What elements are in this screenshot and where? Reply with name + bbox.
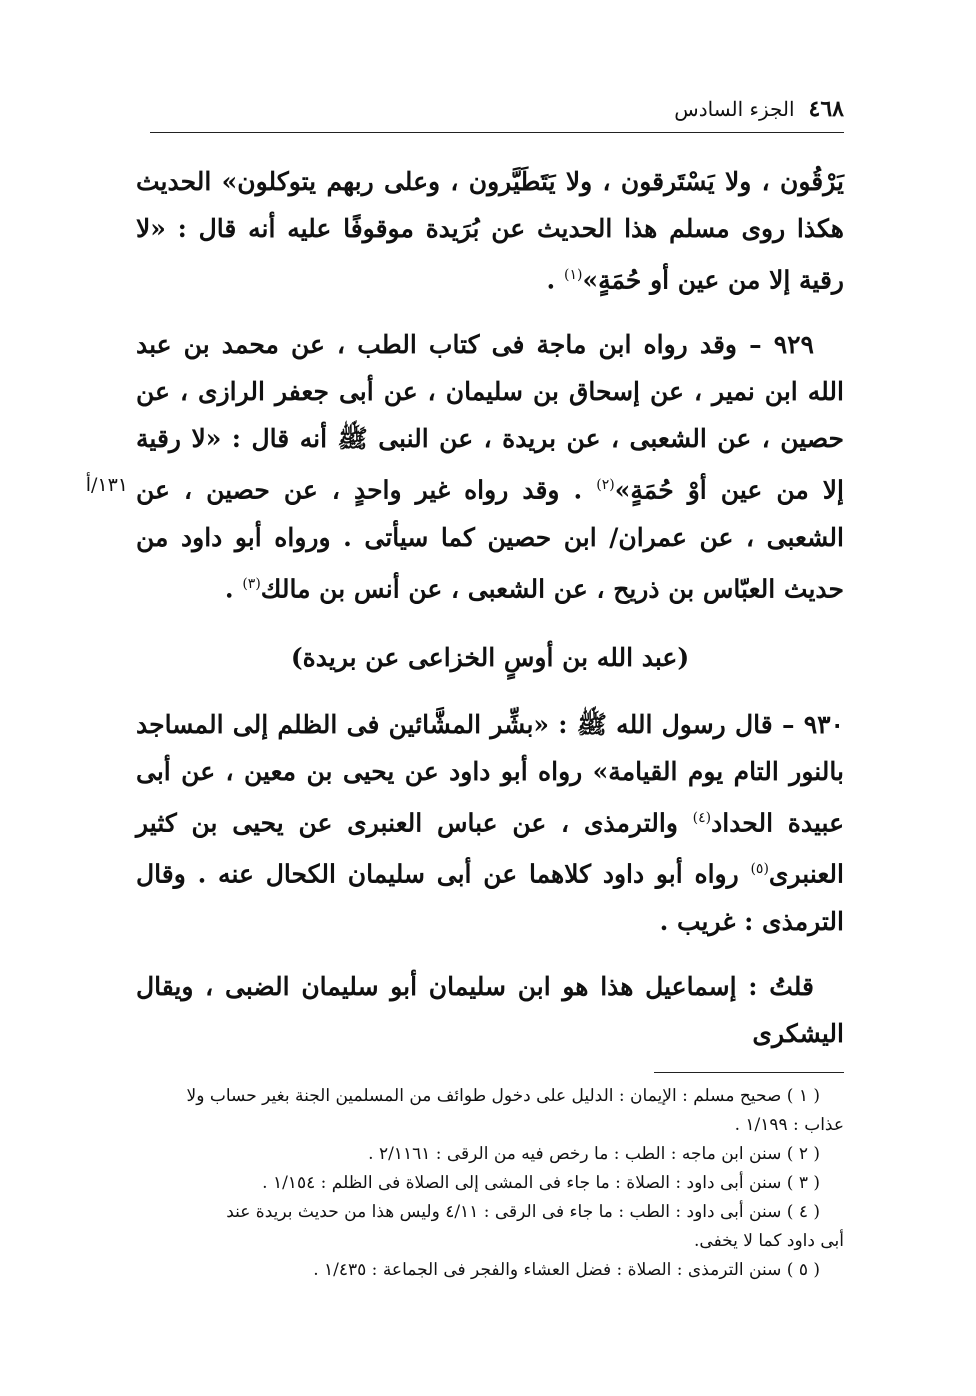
footnote-1-continuation: عذاب : ١/١٩٩ . [734,1115,844,1135]
footnote-separator [654,1072,844,1073]
footnote-ref-3[interactable]: (٣) [242,575,261,592]
footnote-5 [136,1256,844,1285]
footnote-4-text: سنن أبى داود : الطب : ما جاء فى الرقى : ٤/١١ وليس هذا من حديث بريدة عند [226,1202,787,1222]
footnote-4-continuation: أبى داود كما لا يخفى. [694,1231,844,1251]
footnote-2-text: سنن ابن ماجه : الطب : ما رخص فيه من الرقى : ٢/١١٦١ . [368,1144,787,1164]
paragraph-930-text-b: والترمذى ، عن عباس العنبرى عن يحيى بن كثير العنبرى [136,808,844,889]
footnote-3 [136,1169,844,1198]
page-number: ٤٦٨ [808,96,844,122]
footnote-ref-2[interactable]: (٢) [596,477,615,494]
hadith-number-930: ٩٣٠ – [781,709,844,739]
paragraph-1-text: يَرْقُون ، ولا يَسْتَرقون ، ولا يَتَطَيَّرون ، وعلى ربهم يتوكلون» الحديث هكذا روى مسلم هذا الحديث عن بُرَيدة موقوفًا عليه أنه قال : «لا رقية إلا من عين أو حُمَةٍ» [136,167,844,295]
header-rule [150,132,844,133]
paragraph-1 [136,158,844,303]
footnote-1 [136,1082,844,1111]
footnote-2-marker: ( ٢ ) [786,1144,820,1164]
footnote-ref-1[interactable]: (١) [563,267,583,283]
paragraph-929-text: وقد رواه ابن ماجة فى كتاب الطب ، عن محمد بن عبد الله ابن نمير ، عن إسحاق بن سليمان ، عن أبى جعفر الرازى ، عن حصين ، عن الشعبى ، عن بريدة ، عن النبى ﷺ أنه قال : «لا رقية إلا من عين أوْ حُمَةٍ» [136,330,844,505]
running-title: الجزء السادس [674,97,795,121]
footnote-1-text: صحيح مسلم : الإيمان : الدليل على دخول طوائف من المسلمين الجنة بغير حساب ولا [186,1086,787,1106]
footnotes [136,1082,844,1285]
margin-folio-note: ١٣١/أ [85,474,128,496]
footnote-5-text: سنن الترمذى : الصلاة : فضل العشاء والفجر فى الجماعة : ١/٤٣٥ . [313,1260,787,1280]
footnote-4 [136,1198,844,1227]
footnote-4-marker: ( ٤ ) [786,1202,820,1222]
paragraph-929-cont: . وقد رواه غير واحدٍ ، عن حصين ، عن الشعبى ، عن عمران/ ابن حصين كما سيأتى . ورواه أبو داود من حديث العبّاس بن ذريح ، عن الشعبى ، عن أنس بن مالك [136,475,844,603]
footnote-2 [136,1140,844,1169]
paragraph-930 [136,701,844,945]
hadith-number-929: ٩٢٩ – [749,330,814,360]
paragraph-qultu: قلتُ : إسماعيل هذا هو ابن سليمان أبو سليمان الضبى ، ويقال اليشكرى [136,971,844,1048]
paragraph-929-end: . [224,573,243,603]
paragraph-930-text-c: رواه أبو داود كلاهما عن أبى سليمان الكحال عنه . وقال الترمذى : غريب . [136,859,844,936]
footnote-1-marker: ( ١ ) [786,1086,820,1106]
footnote-ref-5[interactable]: (٥) [750,861,769,878]
footnote-5-marker: ( ٥ ) [786,1260,820,1280]
paragraph-929 [136,321,844,612]
footnote-3-marker: ( ٣ ) [786,1173,820,1193]
footnote-3-text: سنن أبى داود : الصلاة : ما جاء فى المشى إلى الصلاة فى الظلم : ١/١٥٤ . [262,1173,787,1193]
main-text [136,158,844,1075]
section-title: (عبد الله بن أوسٍ الخزاعى عن بريدة) [290,642,690,672]
paragraph-1-end: . [546,265,564,295]
paragraph-930-text-a: قال رسول الله ﷺ : «بشِّر المشَّائين فى الظلم إلى المساجد بالنور التام يوم القيامة» رواه أبو داود عن يحيى بن معين ، عن أبى عبيدة الحداد [136,709,844,838]
page-header [150,92,844,126]
footnote-ref-4[interactable]: (٤) [692,809,712,826]
